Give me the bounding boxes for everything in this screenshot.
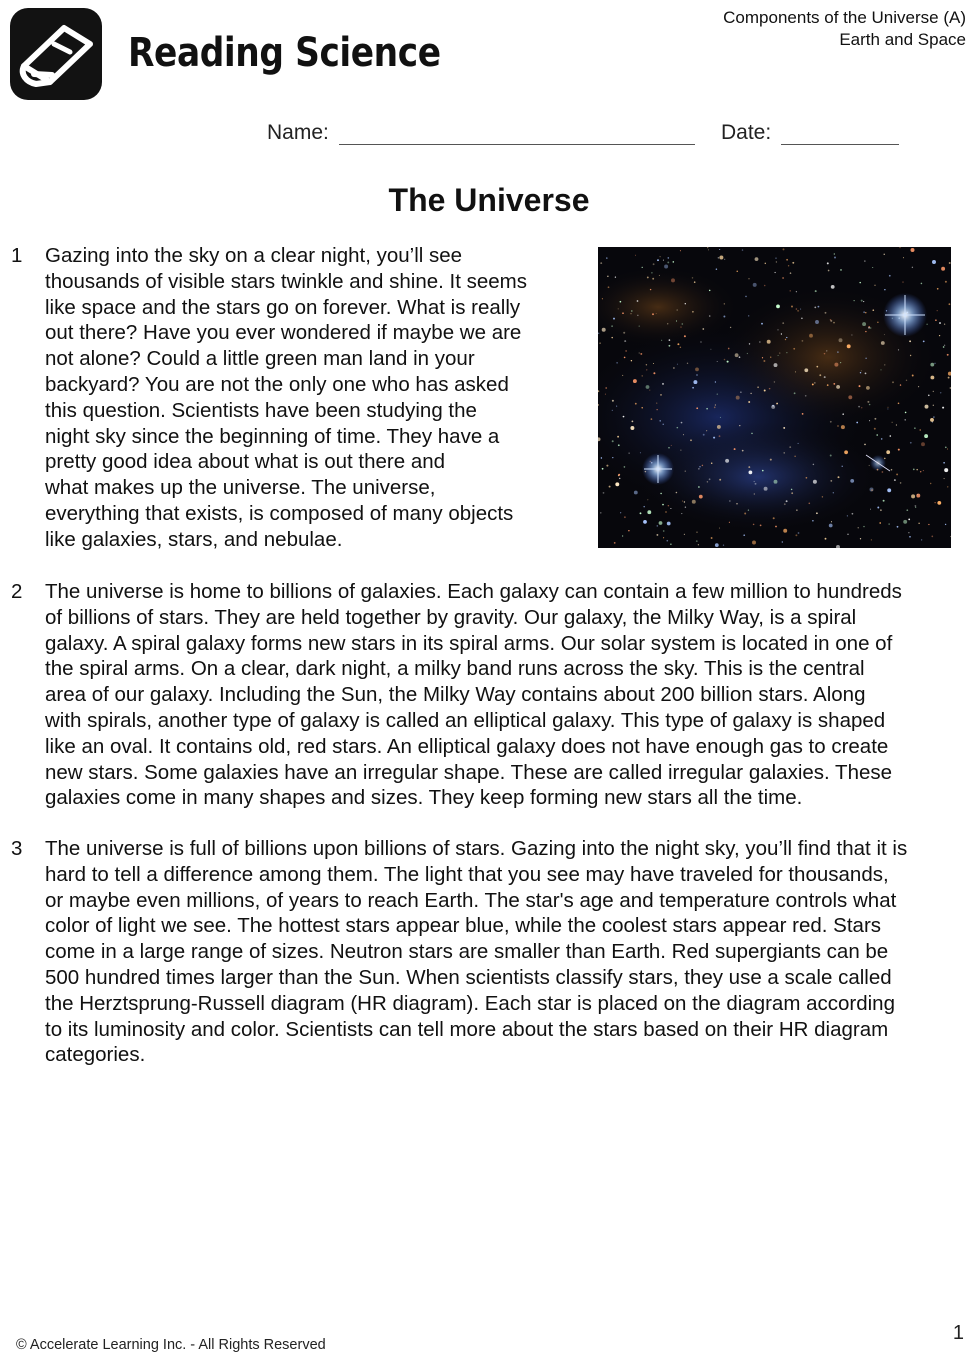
- text-line: 500 hundred times larger than the Sun. When scientists classify stars, they use a scale called: [45, 965, 892, 989]
- text-line: Gazing into the sky on a clear night, you’ll see: [45, 244, 463, 267]
- paragraph-number: 3: [11, 837, 23, 860]
- date-label: Date:: [721, 121, 772, 144]
- paragraph-number: 1: [11, 244, 23, 267]
- text-line: hard to tell a difference among them. The light that you see may have traveled for thousands,: [45, 862, 889, 886]
- text-line: galaxies come in many shapes and sizes. They keep forming new stars all the time.: [45, 786, 803, 810]
- text-line: or maybe even millions, of years to reach Earth. The star's age and temperature controls what: [45, 888, 897, 912]
- name-label: Name:: [267, 121, 329, 144]
- paragraph-1: [45, 243, 575, 553]
- paragraph-2: [45, 579, 970, 811]
- text-line: what makes up the universe. The universe,: [45, 476, 436, 500]
- text-line: out there? Have you ever wondered if maybe we are: [45, 321, 522, 345]
- text-line: everything that exists, is composed of many objects: [45, 501, 514, 525]
- text-line: The universe is home to billions of galaxies. Each galaxy can contain a few million to hundreds: [45, 580, 902, 603]
- name-row: [267, 121, 695, 145]
- unit-info: [723, 7, 966, 51]
- text-line: area of our galaxy. Including the Sun, the Milky Way contains about 200 billion stars. Along: [45, 683, 866, 707]
- text-line: galaxy. A spiral galaxy forms new stars in its spiral arms. Our solar system is located in one of: [45, 631, 893, 655]
- text-line: color of light we see. The hottest stars appear blue, while the coolest stars appear red. Stars: [45, 914, 882, 938]
- text-line: The universe is full of billions upon billions of stars. Gazing into the night sky, you’ll find that it is: [45, 837, 908, 860]
- brand-title: Reading Science: [128, 30, 441, 76]
- text-line: pretty good idea about what is out there and: [45, 450, 446, 474]
- text-line: the Herztsprung-Russell diagram (HR diagram). Each star is placed on the diagram according: [45, 991, 895, 1015]
- unit-subject: Earth and Space: [839, 30, 966, 49]
- text-line: night sky since the beginning of time. They have a: [45, 424, 500, 448]
- date-blank[interactable]: [781, 122, 899, 145]
- text-line: like an oval. It contains old, red stars. An elliptical galaxy does not have enough gas to create: [45, 734, 889, 758]
- text-line: like space and the stars go on forever. What is really: [45, 295, 521, 319]
- text-line: backyard? You are not the only one who has asked: [45, 372, 509, 396]
- paragraph-number: 2: [11, 580, 23, 603]
- text-line: the spiral arms. On a clear, dark night, a milky band runs across the sky. This is the central: [45, 657, 865, 681]
- text-line: thousands of visible stars twinkle and shine. It seems: [45, 269, 527, 293]
- book-icon: [10, 8, 102, 100]
- unit-title: Components of the Universe (A): [723, 8, 966, 27]
- page-number: 1: [952, 1322, 964, 1344]
- text-line: come in a large range of sizes. Neutron stars are smaller than Earth. Red supergiants can be: [45, 940, 889, 964]
- text-line: categories.: [45, 1043, 146, 1067]
- logo: [10, 8, 102, 100]
- space-starfield-image: [598, 247, 951, 548]
- copyright-footer: © Accelerate Learning Inc. - All Rights Reserved: [16, 1337, 326, 1353]
- text-line: to its luminosity and color. Scientists can tell more about the stars based on their HR diagram: [45, 1017, 889, 1041]
- text-line: like galaxies, stars, and nebulae.: [45, 527, 343, 551]
- text-line: new stars. Some galaxies have an irregular shape. These are called irregular galaxies. These: [45, 760, 893, 784]
- paragraph-3: [45, 836, 970, 1068]
- date-row: [721, 121, 899, 145]
- text-line: with spirals, another type of galaxy is called an elliptical galaxy. This type of galaxy is shaped: [45, 708, 886, 732]
- page-title: The Universe: [388, 182, 590, 218]
- name-blank[interactable]: [339, 122, 695, 145]
- text-line: not alone? Could a little green man land in your: [45, 347, 475, 371]
- text-line: of billions of stars. They are held together by gravity. Our galaxy, the Milky Way, is a spiral: [45, 605, 857, 629]
- text-line: this question. Scientists have been studying the: [45, 398, 477, 422]
